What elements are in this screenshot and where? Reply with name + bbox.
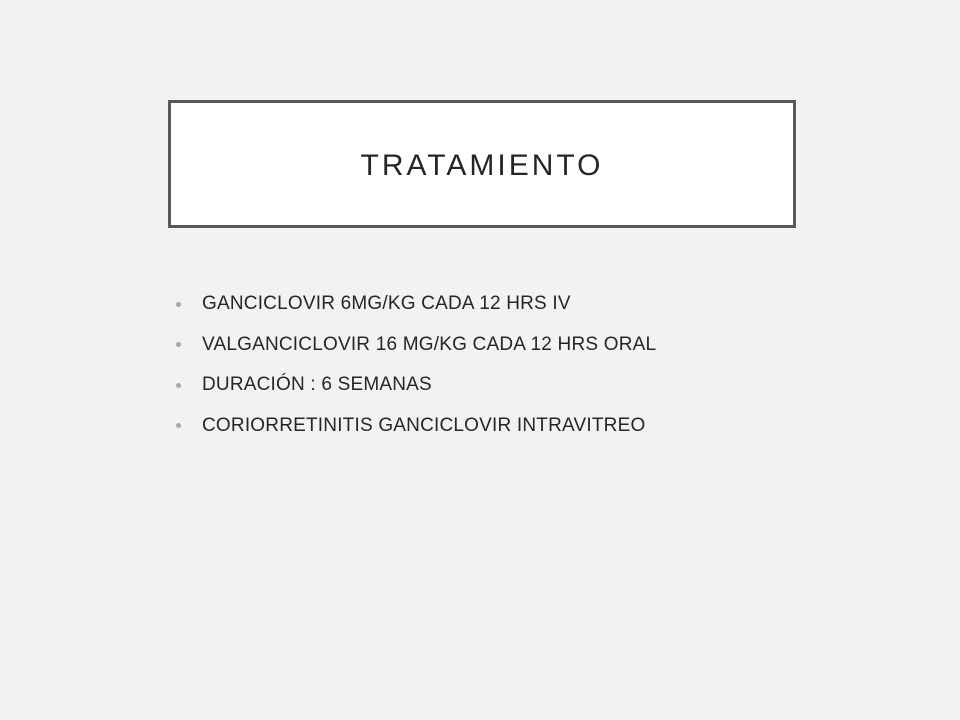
bullet-text: GANCICLOVIR 6MG/KG CADA 12 HRS IV — [202, 293, 571, 315]
bullet-dot-icon — [176, 342, 181, 347]
bullet-dot-icon — [176, 383, 181, 388]
title-box — [168, 100, 796, 228]
bullet-dot-icon — [176, 423, 181, 428]
bullet-item — [176, 284, 876, 325]
slide-title: TRATAMIENTO — [360, 149, 604, 182]
bullet-list — [176, 284, 876, 446]
bullet-text: CORIORRETINITIS GANCICLOVIR INTRAVITREO — [202, 414, 646, 436]
bullet-text: DURACIÓN : 6 SEMANAS — [202, 374, 432, 396]
bullet-item — [176, 365, 876, 406]
bullet-text: VALGANCICLOVIR 16 MG/KG CADA 12 HRS ORAL — [202, 333, 657, 355]
bullet-dot-icon — [176, 302, 181, 307]
bullet-item — [176, 406, 876, 447]
bullet-item — [176, 325, 876, 366]
